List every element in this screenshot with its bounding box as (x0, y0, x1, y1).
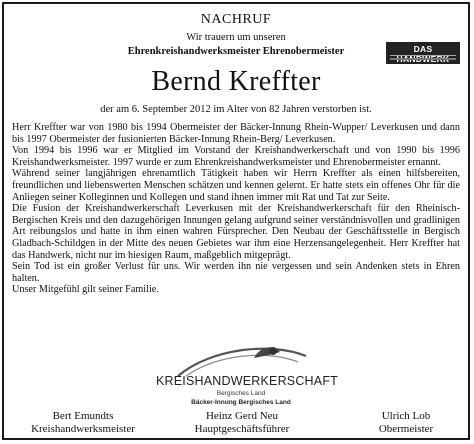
paragraph-fusion: Die Fusion der Kreishandwerkerschaft Leverkusen mit der Kreishandwerkerschaft für den Rheinisch-Bergischen Kreis und den dazugehörigen Innungen gelang aufgrund seiner verständnisvollen und gradlinigen Art reibungslos und hatte in ihm einen wahren Fürsprecher. Den Neubau der Geschäftsstelle in Bergisch Gladbach-Schildgen in der Mitte des neuen Gebietes war ihm eine Herzensangelegenheit. Herr Kreffter hat das Handwerk, nicht nur im hiesigen Raum, maßgeblich mitgeprägt. (12, 203, 460, 261)
signer-title: Obermeister (378, 423, 434, 435)
signer-name: Heinz Gerd Neu (205, 410, 279, 422)
paragraph-character: Während seiner langjährigen ehrenamtlich Tätigkeit haben wir Herrn Kreffter als einen hilfsbereiten, freundlichen und liebenswerten Menschen schätzen und kennen gelernt. Er hatte stets ein offenes Ohr für die Anliegen seiner Kolleginnen und Kollegen und stand ihnen immer mit Rat und Tat zur Seite. (12, 168, 460, 203)
death-date-line: der am 6. September 2012 im Alter von 82 Jahren verstorben ist. (100, 104, 372, 115)
signer-title: Kreishandwerksmeister (31, 423, 135, 435)
paragraph-career: Herr Kreffter war von 1980 bis 1994 Obermeister der Bäcker-Innung Rhein-Wupper/ Leverkusen und dann bis 1997 Obermeister der fusionierten Bäcker-Innung Rhein-Berg/ Leverkusen. (12, 122, 460, 145)
logo-rule-lower (390, 58, 456, 60)
obituary-body (12, 122, 460, 296)
mourning-line: Wir trauern um unseren (186, 32, 286, 43)
kreishandwerkerschaft-logo (156, 340, 338, 408)
honorary-title: Ehrenkreishandwerksmeister Ehrenobermeister (127, 46, 345, 57)
org-innung: Bäcker-Innung Bergisches Land (191, 399, 291, 406)
org-name: KREISHANDWERKERSCHAFT (156, 374, 338, 388)
signer-name: Ulrich Lob (381, 410, 431, 422)
das-handwerk-logo-text: DAS (413, 44, 433, 54)
paragraph-condolence: Unser Mitgefühl gilt seiner Familie. (12, 284, 159, 296)
signer-title: Hauptgeschäftsführer (194, 423, 290, 435)
org-region: Bergisches Land (216, 390, 266, 397)
paragraph-board: Von 1994 bis 1996 war er Mitglied im Vorstand der Kreishandwerkerschaft und von 1990 bis 1996 Kreishandwerksmeister. 1997 wurde er zum Ehrenkreishandwerksmeister und Ehrenobermeister ernannt. (12, 145, 460, 168)
paragraph-loss: Sein Tod ist ein großer Verlust für uns. Wir werden ihn nie vergessen und sein Andenken stets in Ehren halten. (12, 261, 460, 284)
signer-2 (174, 410, 310, 436)
signature-block (4, 410, 468, 440)
deceased-name: Bernd Kreffter (151, 66, 321, 97)
obituary-frame (2, 2, 470, 440)
das-handwerk-logo (386, 42, 460, 64)
nachruf-heading: NACHRUF (200, 12, 272, 27)
signer-1 (18, 410, 148, 436)
signer-3 (350, 410, 462, 436)
signer-name: Bert Emundts (52, 410, 114, 422)
logo-rule (390, 55, 456, 56)
